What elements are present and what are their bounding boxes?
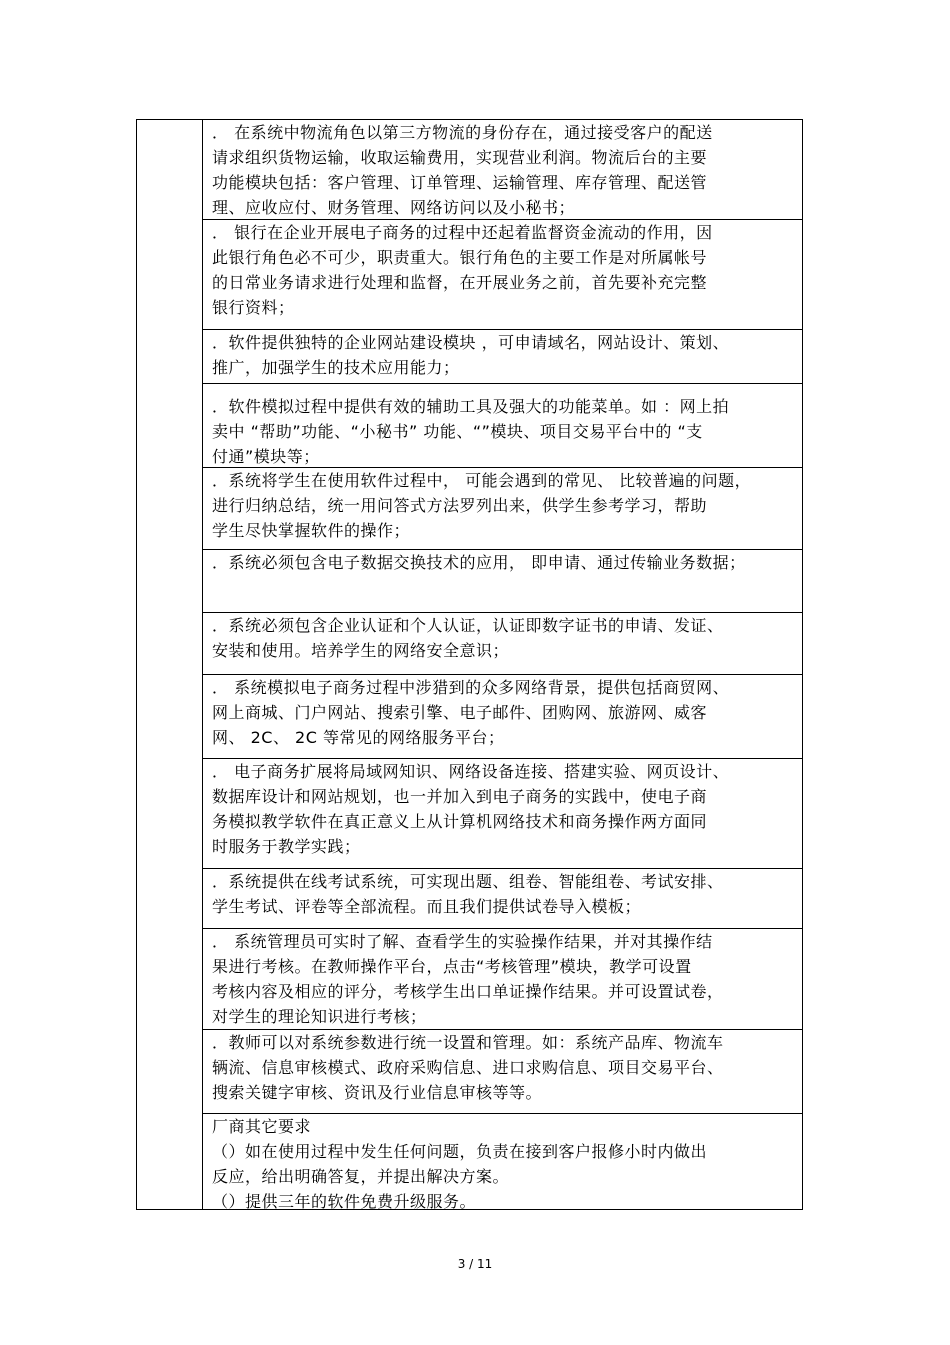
table-cell <box>202 674 803 758</box>
table-cell <box>202 119 803 219</box>
cell-text-line: 搜索关键字审核、资讯及行业信息审核等等。 <box>212 1083 543 1102</box>
cell-text-line: 网上商城、门户网站、搜索引擎、电子邮件、团购网、旅游网、威客 <box>212 703 708 722</box>
cell-text-line: 理、应收应付、财务管理、网络访问以及小秘书； <box>212 198 576 217</box>
cell-text-line: 进行归纳总结，统一用问答式方法罗列出来，供学生参考学习，帮助 <box>212 496 708 515</box>
table-cell <box>202 467 803 549</box>
table-cell <box>202 329 803 383</box>
cell-text-line: ．软件模拟过程中提供有效的辅助工具及强大的功能菜单。如 ：网上拍 <box>212 397 730 416</box>
cell-text-line: ．教师可以对系统参数进行统一设置和管理。如：系统产品库、物流车 <box>212 1033 724 1052</box>
cell-text-line: 付通”模块等； <box>212 447 320 466</box>
cell-text-line: 反应，给出明确答复，并提出解决方案。 <box>212 1167 510 1186</box>
cell-text-line: 厂商其它要求 <box>212 1117 312 1136</box>
cell-text-line: 安装和使用。培养学生的网络安全意识； <box>212 641 510 660</box>
table-cell <box>202 758 803 868</box>
table-cell <box>202 928 803 1029</box>
cell-text-line: ．系统必须包含电子数据交换技术的应用， 即申请、通过传输业务数据； <box>212 553 746 572</box>
table-cell <box>202 868 803 928</box>
cell-text-line: 数据库设计和网站规划，也一并加入到电子商务的实践中，使电子商 <box>212 787 708 806</box>
table-cell <box>202 549 803 612</box>
cell-text-line: 时服务于教学实践； <box>212 837 361 856</box>
cell-text-line: 考核内容及相应的评分，考核学生出口单证操作结果。并可设置试卷， <box>212 982 724 1001</box>
cell-text-line: ．系统将学生在使用软件过程中， 可能会遇到的常见、 比较普遍的问题， <box>212 471 752 490</box>
cell-text-line: 请求组织货物运输，收取运输费用，实现营业利润。物流后台的主要 <box>212 148 708 167</box>
cell-text-line: 此银行角色必不可少，职责重大。银行角色的主要工作是对所属帐号 <box>212 248 708 267</box>
cell-text-line: 对学生的理论知识进行考核； <box>212 1007 427 1026</box>
cell-text-line: ． 系统管理员可实时了解、查看学生的实验操作结果，并对其操作结 <box>212 932 713 951</box>
cell-text-line: 银行资料； <box>212 298 295 317</box>
cell-text-line: 果进行考核。在教师操作平台，点击“考核管理”模块，教学可设置 <box>212 957 692 976</box>
cell-text-line: ． 银行在企业开展电子商务的过程中还起着监督资金流动的作用，因 <box>212 223 713 242</box>
cell-text-line: ．系统必须包含企业认证和个人认证，认证即数字证书的申请、发证、 <box>212 616 724 635</box>
cell-text-line: 卖中 “帮助”功能、“小秘书” 功能、“”模块、项目交易平台中的 “支 <box>212 422 703 441</box>
cell-text-line: 的日常业务请求进行处理和监督，在开展业务之前，首先要补充完整 <box>212 273 708 292</box>
table-cell <box>202 383 803 467</box>
cell-text-line: ． 在系统中物流角色以第三方物流的身份存在，通过接受客户的配送 <box>212 123 713 142</box>
table-cell <box>202 1029 803 1113</box>
cell-text-line: ． 系统模拟电子商务过程中涉猎到的众多网络背景，提供包括商贸网、 <box>212 678 730 697</box>
cell-text-line: ．系统提供在线考试系统，可实现出题、组卷、智能组卷、考试安排、 <box>212 872 724 891</box>
cell-text-line: ．软件提供独特的企业网站建设模块 ，可申请域名，网站设计、策划、 <box>212 333 730 352</box>
cell-text-line: 网、 2C、 2C 等常见的网络服务平台； <box>212 728 505 747</box>
cell-text-line: ． 电子商务扩展将局域网知识、网络设备连接、搭建实验、网页设计、 <box>212 762 730 781</box>
table-cell <box>202 612 803 674</box>
cell-text-line: 务模拟教学软件在真正意义上从计算机网络技术和商务操作两方面同 <box>212 812 708 831</box>
cell-text-line: 辆流、信息审核模式、政府采购信息、进口求购信息、项目交易平台、 <box>212 1058 724 1077</box>
page-number: 3 / 11 <box>457 1257 493 1271</box>
cell-text-line: （）如在使用过程中发生任何问题，负责在接到客户报修小时内做出 <box>212 1142 708 1161</box>
cell-text-line: （）提供三年的软件免费升级服务。 <box>212 1192 477 1210</box>
table-left-column <box>136 119 203 1210</box>
table-cell <box>202 1113 803 1210</box>
cell-text-line: 推广，加强学生的技术应用能力； <box>212 358 460 377</box>
table-cell <box>202 219 803 329</box>
cell-text-line: 学生尽快掌握软件的操作； <box>212 521 411 540</box>
requirements-table <box>202 119 803 1210</box>
cell-text-line: 学生考试、评卷等全部流程。而且我们提供试卷导入模板； <box>212 897 642 916</box>
cell-text-line: 功能模块包括：客户管理、订单管理、运输管理、库存管理、配送管 <box>212 173 708 192</box>
